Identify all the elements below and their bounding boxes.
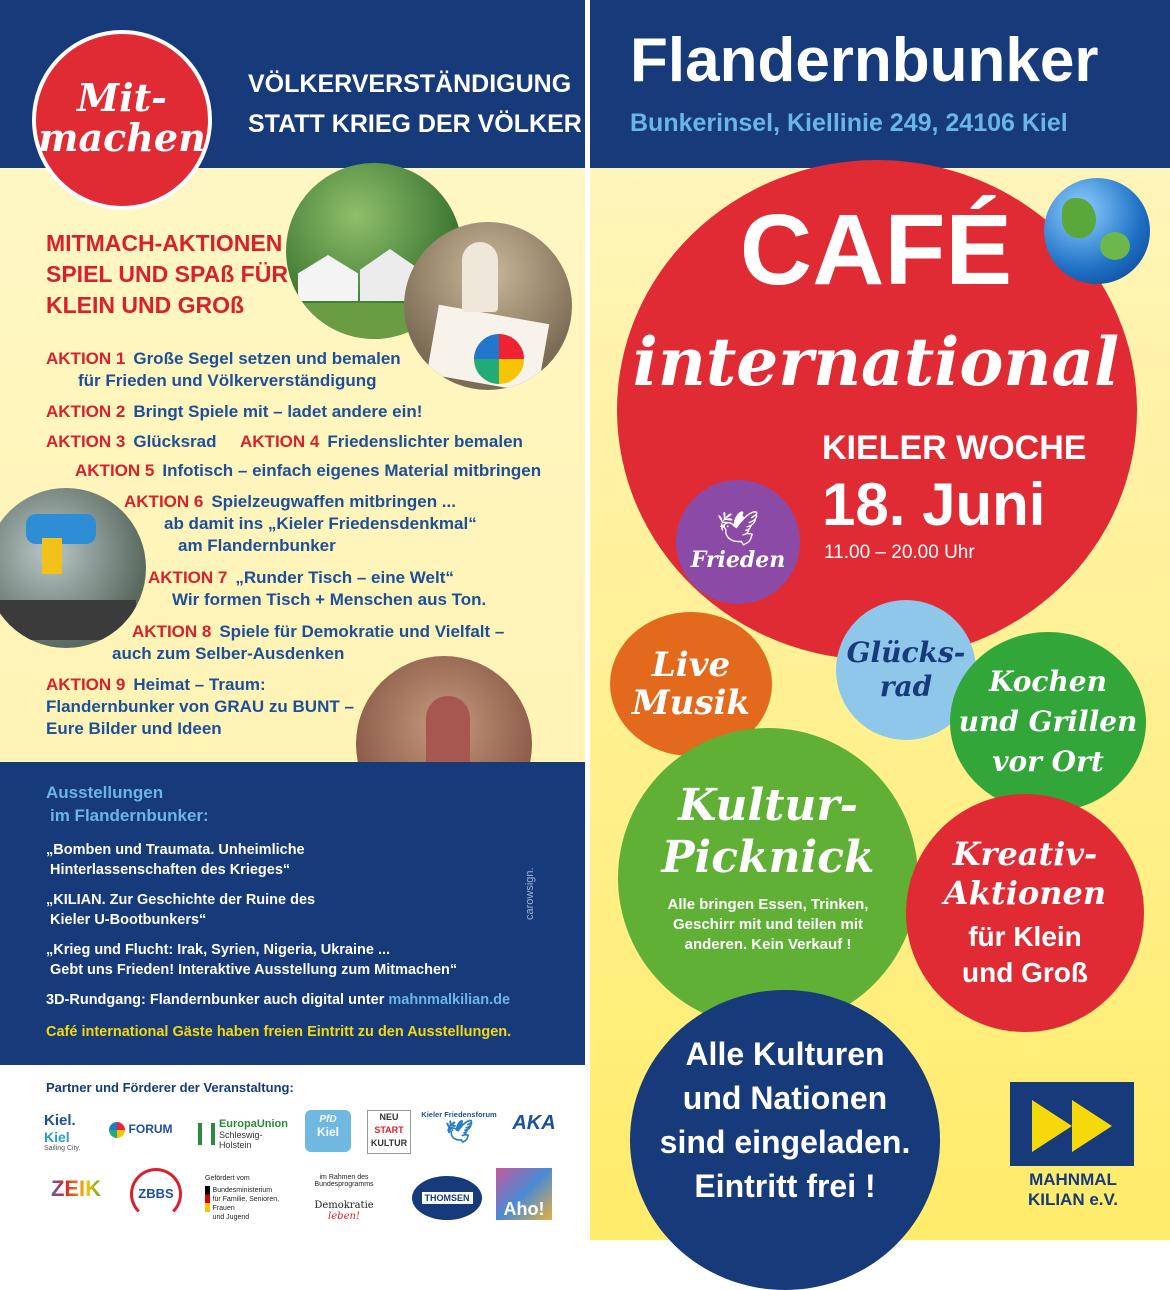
logo-text: FORUM bbox=[128, 1122, 173, 1136]
mitmach-heading bbox=[46, 228, 288, 321]
kultur-sub-line: Alle bringen Essen, Trinken, bbox=[667, 896, 869, 913]
exhibition-item-line: „KILIAN. Zur Geschichte der Ruine des bbox=[46, 892, 316, 908]
aktion-2 bbox=[46, 401, 422, 423]
logo-text: AKA bbox=[512, 1112, 556, 1134]
logo-text: Aho! bbox=[503, 1199, 545, 1219]
aktion-label: AKTION 4 bbox=[240, 432, 320, 451]
rundgang-text: 3D-Rundgang: Flandernbunker auch digital unter bbox=[46, 992, 385, 1008]
frieden-bubble bbox=[676, 480, 800, 604]
kochen-line-2: und Grillen bbox=[958, 705, 1138, 738]
exhibitions-heading-line-1: Ausstellungen bbox=[46, 783, 164, 802]
alle-line-2: und Nationen bbox=[682, 1080, 888, 1116]
aktion-label: AKTION 2 bbox=[46, 402, 126, 421]
logo-thomsen bbox=[412, 1176, 482, 1220]
aktion-text: Glücksrad bbox=[133, 432, 217, 451]
forum-icon bbox=[109, 1122, 125, 1138]
alle-line-1: Alle Kulturen bbox=[685, 1036, 885, 1072]
mitmach-heading-line-1: MITMACH-AKTIONEN bbox=[46, 230, 283, 256]
aktion-6 bbox=[124, 491, 477, 557]
logo-text: Bundesministerium bbox=[212, 1187, 273, 1194]
alle-line-4: Eintritt frei ! bbox=[694, 1168, 876, 1204]
aktion-8 bbox=[112, 621, 505, 665]
logo-text: Demokratie bbox=[314, 1200, 374, 1211]
slogan bbox=[248, 64, 582, 144]
logo-text: Gefördert vom bbox=[205, 1175, 250, 1182]
live-musik-line-1: Live bbox=[651, 645, 731, 685]
kultur-picknick-bubble bbox=[618, 728, 918, 1028]
live-musik-line-2: Musik bbox=[632, 683, 750, 723]
logo-aho bbox=[496, 1168, 552, 1220]
logo-text: THOMSEN bbox=[422, 1192, 473, 1204]
kultur-sub bbox=[668, 895, 869, 955]
exhibition-item-1 bbox=[46, 840, 305, 880]
mahnmal-kilian-logo bbox=[1006, 1082, 1140, 1218]
logo-text: Kiel bbox=[316, 1125, 339, 1139]
aktion-3 bbox=[46, 431, 217, 453]
event-time: 11.00 – 20.00 Uhr bbox=[824, 542, 975, 563]
logo-text: im Rahmen des Bundesprogramms bbox=[314, 1174, 374, 1188]
kieler-woche: KIELER WOCHE bbox=[822, 429, 1087, 467]
mahnmal-line-2: KILIAN e.V. bbox=[1027, 1190, 1119, 1209]
aktion-label: AKTION 7 bbox=[148, 568, 228, 587]
aktion-text: „Runder Tisch – eine Welt“ bbox=[235, 568, 454, 587]
kreativ-sub-line-1: für Klein bbox=[968, 921, 1082, 952]
kultur-line-1: Kultur- bbox=[678, 780, 858, 831]
dove-icon: 🕊 bbox=[445, 1119, 473, 1144]
aktion-text: für Frieden und Völkerverständigung bbox=[78, 371, 377, 390]
kultur-sub-line: anderen. Kein Verkauf ! bbox=[684, 936, 852, 953]
logo-zeik bbox=[44, 1176, 108, 1202]
logo-text: PfD bbox=[319, 1114, 337, 1125]
flag-icon bbox=[205, 1186, 210, 1212]
mahnmal-line-1: MAHNMAL bbox=[1029, 1170, 1117, 1189]
exhibition-item-line: „Krieg und Flucht: Irak, Syrien, Nigeria, Ukraine ... bbox=[46, 942, 391, 958]
kreativ-line-1: Kreativ- bbox=[952, 835, 1098, 873]
aktion-text: Bringt Spiele mit – ladet andere ein! bbox=[133, 402, 423, 421]
exhibition-item-line: „Bomben und Traumata. Unheimliche bbox=[46, 842, 305, 858]
logo-neustart-kultur bbox=[367, 1110, 411, 1154]
mahnmal-logo-icon bbox=[1010, 1082, 1134, 1166]
frieden-label: Frieden bbox=[690, 547, 786, 573]
kreativ-line-2: Aktionen bbox=[943, 874, 1107, 912]
mitmachen-badge bbox=[32, 30, 212, 210]
alle-line-3: sind eingeladen. bbox=[659, 1124, 911, 1160]
slogan-line-1: VÖLKERVERSTÄNDIGUNG bbox=[248, 70, 572, 98]
logo-bmfsfj bbox=[205, 1174, 295, 1222]
logo-text: und Jugend bbox=[212, 1214, 250, 1221]
aktion-1 bbox=[46, 348, 401, 392]
exhibitions-heading-line-2: im Flandernbunker: bbox=[50, 806, 209, 825]
logo-text: ZBBS bbox=[138, 1186, 174, 1201]
logo-kiel bbox=[44, 1112, 94, 1152]
event-date: 18. Juni bbox=[822, 471, 1046, 538]
logo-pfd-kiel bbox=[305, 1110, 351, 1152]
exhibition-item-3 bbox=[46, 940, 457, 980]
aktion-text: Flandernbunker von GRAU zu BUNT – bbox=[46, 697, 354, 716]
gluecksrad-line-1: Glücks- bbox=[846, 636, 966, 669]
logo-demokratie-leben bbox=[298, 1174, 390, 1222]
aktion-label: AKTION 6 bbox=[124, 492, 204, 511]
aktion-label: AKTION 8 bbox=[132, 622, 212, 641]
exhibition-item-line: Kieler U-Bootbunkers“ bbox=[50, 912, 207, 928]
logo-zbbs bbox=[130, 1168, 180, 1218]
aktion-text: Große Segel setzen und bemalen bbox=[133, 349, 401, 368]
aktion-4 bbox=[240, 431, 523, 453]
aktion-text: Eure Bilder und Ideen bbox=[46, 719, 222, 738]
exhibition-item-2 bbox=[46, 890, 315, 930]
aktion-text: ab damit ins „Kieler Friedensdenkmal“ bbox=[164, 514, 477, 533]
aktion-text: Spielzeugwaffen mitbringen ... bbox=[211, 492, 456, 511]
aktion-text: Friedenslichter bemalen bbox=[327, 432, 523, 451]
international-title: international bbox=[632, 323, 1120, 401]
exhibitions-heading bbox=[46, 781, 209, 827]
logo-aka bbox=[506, 1112, 562, 1135]
aktion-label: AKTION 1 bbox=[46, 349, 126, 368]
gluecksrad-line-2: rad bbox=[879, 670, 933, 703]
kreativ-aktionen-bubble bbox=[906, 794, 1144, 1032]
logo-text: KULTUR bbox=[370, 1138, 408, 1148]
venue-address: Bunkerinsel, Kiellinie 249, 24106 Kiel bbox=[630, 109, 1068, 137]
panel-divider bbox=[585, 0, 590, 1240]
kochen-line-3: vor Ort bbox=[992, 745, 1104, 778]
logo-europa-union bbox=[198, 1118, 288, 1150]
logo-text: Schleswig-Holstein bbox=[218, 1130, 263, 1150]
logo-text: Sailing City. bbox=[44, 1145, 81, 1152]
alle-kulturen-bubble bbox=[630, 990, 940, 1290]
partners-heading: Partner und Förderer der Veranstaltung: bbox=[46, 1080, 294, 1095]
kreativ-sub-line-2: und Groß bbox=[962, 957, 1088, 988]
globe-icon bbox=[1044, 178, 1150, 284]
mahnmal-link[interactable]: mahnmalkilian.de bbox=[388, 992, 511, 1008]
europa-icon bbox=[198, 1123, 215, 1145]
logo-text: Kiel. bbox=[44, 1112, 76, 1129]
aktion-9 bbox=[46, 674, 354, 740]
photo-painting-sail bbox=[404, 222, 572, 390]
logo-kieler-friedensforum bbox=[420, 1110, 498, 1145]
aktion-text: Spiele für Demokratie und Vielfalt – bbox=[219, 622, 505, 641]
logo-text: Kiel bbox=[44, 1129, 70, 1145]
aktion-label: AKTION 5 bbox=[75, 461, 155, 480]
slogan-line-2: STATT KRIEG DER VÖLKER bbox=[248, 110, 582, 138]
aktion-text: auch zum Selber-Ausdenken bbox=[112, 644, 345, 663]
aktion-label: AKTION 3 bbox=[46, 432, 126, 451]
logo-text: EuropaUnion bbox=[218, 1118, 288, 1130]
kultur-sub-line: Geschirr mit und teilen mit bbox=[672, 916, 864, 933]
aktion-text: Infotisch – einfach eigenes Material mitbringen bbox=[162, 461, 542, 480]
venue-title: Flandernbunker bbox=[630, 26, 1099, 95]
logo-text: für Familie, Senioren, Frauen bbox=[212, 1196, 280, 1212]
logo-text: Kieler Friedensforum bbox=[421, 1110, 497, 1119]
dove-icon: 🕊 bbox=[716, 509, 760, 549]
logo-text: leben! bbox=[328, 1211, 360, 1222]
logo-text: ZEIK bbox=[44, 1176, 108, 1202]
exhibition-item-line: Gebt uns Frieden! Interaktive Ausstellung zum Mitmachen“ bbox=[50, 962, 458, 978]
exhibition-item-line: Hinterlassenschaften des Krieges“ bbox=[50, 862, 291, 878]
mitmachen-line-2: machen bbox=[38, 115, 206, 160]
aktion-7 bbox=[148, 567, 486, 611]
kochen-grillen-bubble bbox=[950, 632, 1146, 812]
logo-text: NEU bbox=[379, 1112, 399, 1122]
designer-credit: carowsign. bbox=[524, 867, 536, 920]
kochen-line-1: Kochen bbox=[989, 665, 1107, 698]
mitmachen-line-1: Mit- bbox=[77, 75, 167, 120]
mitmach-heading-line-2: SPIEL UND SPAß FÜR bbox=[46, 261, 288, 287]
mitmach-heading-line-3: KLEIN UND GROß bbox=[46, 292, 245, 318]
logo-text: START bbox=[374, 1125, 404, 1135]
free-entry-note: Café international Gäste haben freien Eintritt zu den Ausstellungen. bbox=[46, 1024, 512, 1040]
logo-forum bbox=[100, 1122, 182, 1138]
rundgang-line bbox=[46, 990, 510, 1010]
aktion-text: am Flandernbunker bbox=[178, 536, 336, 555]
aktion-5 bbox=[75, 460, 541, 482]
aktion-label: AKTION 9 bbox=[46, 675, 126, 694]
cafe-title: CAFÉ bbox=[739, 194, 1013, 306]
kultur-line-2: Picknick bbox=[661, 832, 875, 883]
aktion-text: Heimat – Traum: bbox=[133, 675, 266, 694]
aktion-text: Wir formen Tisch + Menschen aus Ton. bbox=[172, 590, 487, 609]
